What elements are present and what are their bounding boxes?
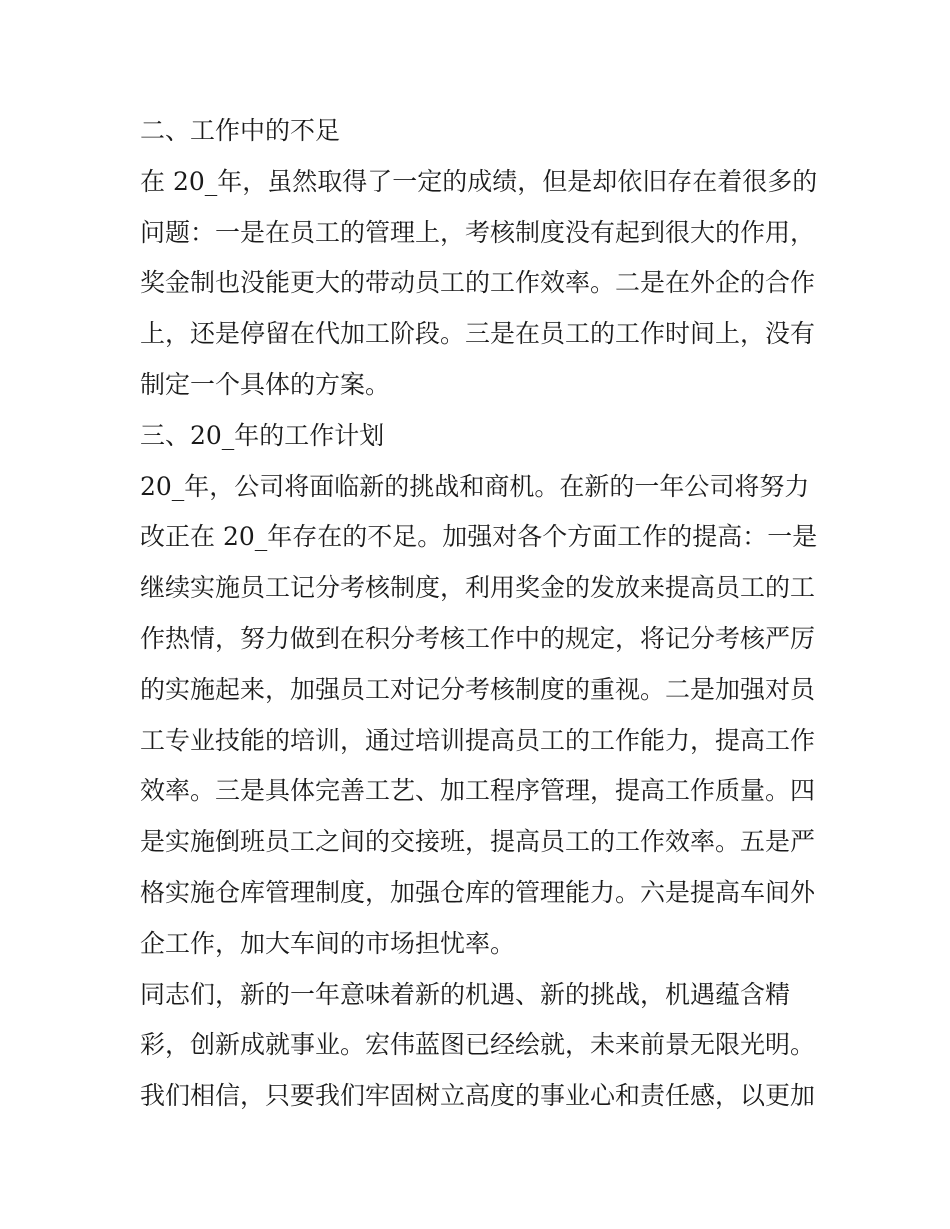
section-heading-work-plan: 三、20_年的工作计划	[140, 420, 385, 450]
text-line: 效率。三是具体完善工艺、加工程序管理，提高工作质量。四	[140, 776, 816, 806]
document-body	[140, 106, 820, 1122]
text-line: 格实施仓库管理制度，加强仓库的管理能力。六是提高车间外	[140, 877, 816, 907]
text-line: 在 20_年，虽然取得了一定的成绩，但是却依旧存在着很多的	[140, 166, 818, 196]
text-line: 同志们，新的一年意味着新的机遇、新的挑战，机遇蕴含精	[140, 979, 791, 1009]
text-line: 是实施倒班员工之间的交接班，提高员工的工作效率。五是严	[140, 827, 816, 857]
text-line: 奖金制也没能更大的带动员工的工作效率。二是在外企的合作	[140, 268, 816, 298]
section-heading-shortcomings: 二、工作中的不足	[140, 116, 341, 145]
text-line: 彩，创新成就事业。宏伟蓝图已经绘就，未来前景无限光明。	[140, 1030, 816, 1060]
text-line: 制定一个具体的方案。	[140, 369, 391, 399]
text-line: 的实施起来，加强员工对记分考核制度的重视。二是加强对员	[140, 674, 816, 704]
text-line: 企工作，加大车间的市场担忧率。	[140, 928, 516, 958]
text-line: 工专业技能的培训，通过培训提高员工的工作能力，提高工作	[140, 725, 816, 755]
text-line: 上，还是停留在代加工阶段。三是在员工的工作时间上，没有	[140, 319, 816, 349]
text-line: 继续实施员工记分考核制度，利用奖金的发放来提高员工的工	[140, 573, 816, 603]
text-line: 20_年，公司将面临新的挑战和商机。在新的一年公司将努力	[140, 471, 810, 501]
text-line: 作热情，努力做到在积分考核工作中的规定，将记分考核严厉	[140, 623, 816, 653]
text-line: 改正在 20_年存在的不足。加强对各个方面工作的提高：一是	[140, 522, 818, 552]
text-line: 我们相信，只要我们牢固树立高度的事业心和责任感，以更加	[140, 1081, 816, 1111]
text-line: 问题：一是在员工的管理上，考核制度没有起到很大的作用，	[140, 217, 816, 247]
